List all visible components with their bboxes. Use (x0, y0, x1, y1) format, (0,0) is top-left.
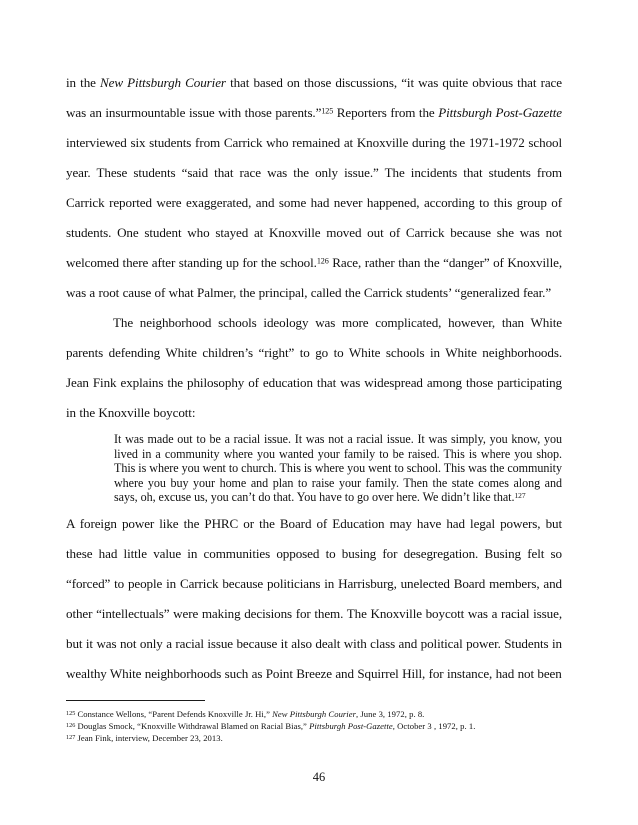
footnote-separator-rule (66, 700, 205, 701)
footnote-marker: 125 (66, 709, 76, 717)
page-body (66, 68, 562, 689)
footnote-entry: $^{126}$ Douglas Smock, “Knoxville Withdrawal Blamed on Racial Bias,” Pittsburgh Post-Gazette, October 3 , 1972, p. 1. (66, 721, 476, 732)
body-paragraph-3: A foreign power like the PHRC or the Board of Education may have had legal powers, but these had little value in communities opposed to busing for desegregation. Busing felt so “forced” to people in Carrick because politicians in Harrisburg, unelected Board members, and other “intellectuals” were making decisions for them. The Knoxville boycott was a racial issue, but it was not only a racial issue because it also dealt with class and political power. Students in wealthy White neighborhoods such as Point Breeze and Squirrel Hill, for instance, had not been (66, 515, 562, 681)
footnote-entry: $^{127}$ Jean Fink, interview, December 23, 2013. (66, 733, 223, 744)
footnote-marker: 126 (66, 721, 76, 729)
footnote-list (66, 708, 562, 745)
body-paragraph-1: in the New Pittsburgh Courier that based on those discussions, “it was quite obvious that race was an insurmountable issue with those parents.”$^{125}$ Reporters from the Pittsburgh Post-Gazette interviewed six students from Carrick who remained at Knoxville during the 1971-1972 school year. These students “said that race was the only issue.” The incidents that students from Carrick reported were exaggerated, and some had never happened, according to this group of students. One student who stayed at Knoxville moved out of Carrick because she was not welcomed there after standing up for the school.$^{126}$ Race, rather than the “danger” of Knoxville, was a root cause of what Palmer, the principal, called the Carrick students’ “generalized fear.” (66, 75, 562, 300)
page-number: 46 (312, 770, 326, 784)
footnotes-section (66, 700, 562, 745)
footnote-marker: 127 (66, 733, 76, 741)
footnote-entry: $^{125}$ Constance Wellons, “Parent Defends Knoxville Jr. Hi,” New Pittsburgh Courier, June 3, 1972, p. 8. (66, 709, 425, 719)
block-quote-jean-fink: It was made out to be a racial issue. It was not a racial issue. It was simply, you know, you lived in a community where you wanted your family to be raised. This is where you shop. This is where you went to church. This is where you went to school. This was the community where you buy your home and plan to raise your family. Then the state comes along and says, oh, excuse us, you can’t do that. You have to go over here. We didn’t like that.$^{127}$ (114, 432, 562, 505)
body-paragraph-2: The neighborhood schools ideology was more complicated, however, than White parents defending White children’s “right” to go to White schools in White neighborhoods. Jean Fink explains the philosophy of education that was widespread among those participating in the Knoxville boycott: (66, 315, 562, 420)
